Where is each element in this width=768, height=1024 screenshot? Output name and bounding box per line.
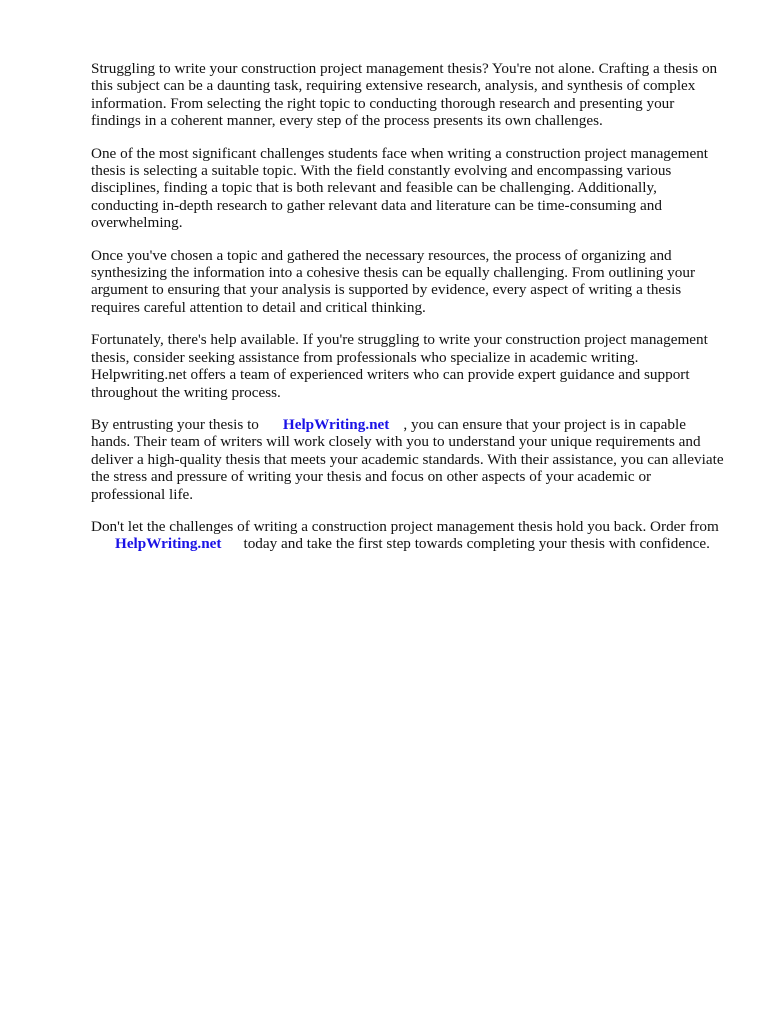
helpwriting-link-2[interactable]: HelpWriting.net [115,535,222,553]
paragraph-intro: Struggling to write your construction project management thesis? You're not alone. Crafting a thesis on this subject can be a daunting task, requiring extensive research, analysis, and synthesis of complex information. From selecting the right topic to conducting thorough research and presenting your findings in a coherent manner, every step of the process presents its own challenges. [91,60,718,130]
helpwriting-link-1[interactable]: HelpWriting.net [282,415,390,433]
paragraph-help-available: Fortunately, there's help available. If you're struggling to write your construction project management thesis, consider seeking assistance from professionals who specialize in academic writing. Helpwriting.net offers a team of experienced writers who can provide expert guidance and support throughout the writing process. [91,331,708,401]
paragraph-entrusting [91,416,724,503]
paragraph-entrusting-lead: By entrusting your thesis to [91,415,259,433]
paragraph-entrusting-rest: , you can ensure that your project is in capable hands. Their team of writers will work closely with you to understand your unique requirements and deliver a high-quality thesis that meets your academic standards. With their assistance, you can alleviate the stress and pressure of writing your thesis and focus on other aspects of your academic or professional life. [91,415,724,503]
paragraph-order-rest: today and take the first step towards completing your thesis with confidence. [243,535,710,553]
paragraph-order [91,518,724,553]
paragraph-order-lead: Don't let the challenges of writing a construction project management thesis hold you back. Order from [91,517,719,535]
paragraph-organizing: Once you've chosen a topic and gathered the necessary resources, the process of organizing and synthesizing the information into a cohesive thesis can be equally challenging. From outlining your argument to ensuring that your analysis is supported by evidence, every aspect of writing a thesis requires careful attention to detail and critical thinking. [91,246,695,316]
paragraph-topic-challenge: One of the most significant challenges students face when writing a construction project management thesis is selecting a suitable topic. With the field constantly evolving and encompassing various disciplines, finding a topic that is both relevant and feasible can be challenging. Additionally, conducting in-depth research to gather relevant data and literature can be time-consuming and overwhelming. [91,144,709,232]
